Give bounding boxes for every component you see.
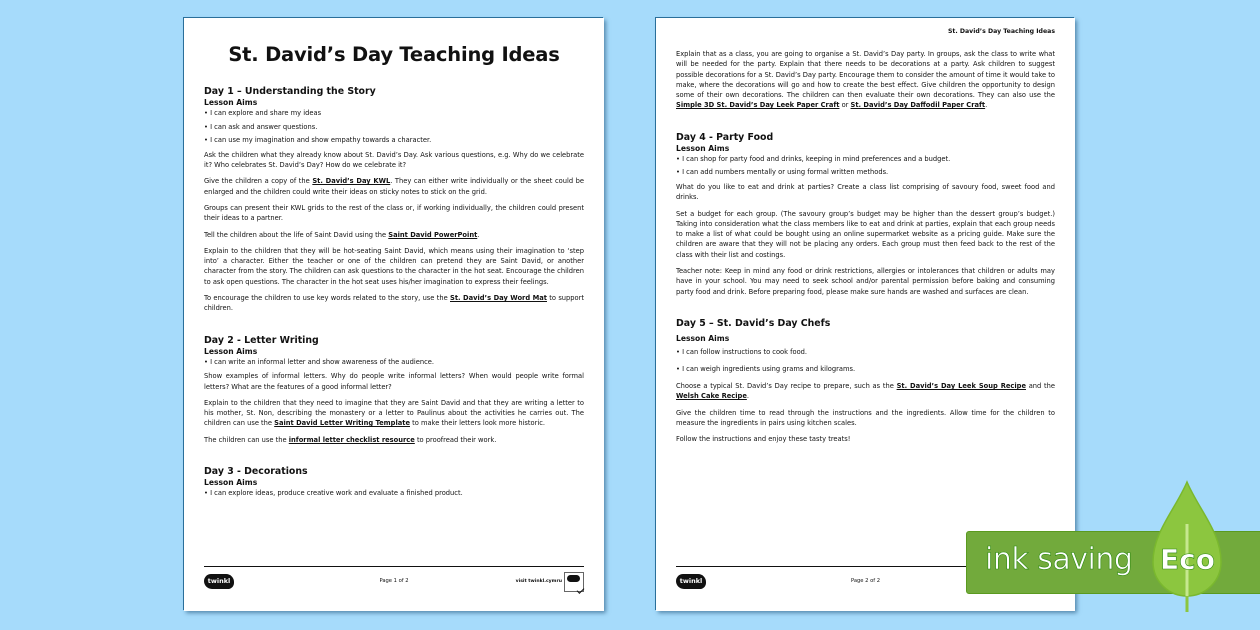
letter-template-link[interactable]: Saint David Letter Writing Template [274,419,410,428]
kwl-link[interactable]: St. David’s Day KWL [312,177,391,186]
day4-aim: • I can shop for party food and drinks, keeping in mind preferences and a budget. [676,154,951,163]
text: to make their letters look more historic. [409,419,546,428]
day5-heading: Day 5 – St. David’s Day Chefs [676,317,831,329]
day5-paragraph: Follow the instructions and enjoy these tasty treats! [676,435,851,444]
text: To encourage the children to use key words related to the story, use the [204,294,450,303]
twinkl-logo: twinkl [676,574,706,589]
day1-aim: • I can explore and share my ideas [204,109,322,117]
day4-aim: • I can add numbers mentally or using formal written methods. [676,168,889,177]
daffodil-craft-link[interactable]: St. David’s Day Daffodil Paper Craft [850,101,986,110]
checklist-link[interactable]: informal letter checklist resource [288,435,415,444]
text: to support children. [204,294,584,313]
text: Explain that as a class, you are going to organise a St. David’s Day party. In groups, ask the class to write what will be needed for the party. Explain that there needs to be decorations at a party. Ask children to suggest possible decorations for a St. David’s Day party. Encourage them to consider the amount of time it would take to make, where the decorations will go and how to create the best effect. Give children the opportunity to design some of their own decorations. The children can then evaluate their own decorations. They can also use the [676,50,1055,100]
day5-aim: • I can weigh ingredients using grams and kilograms. [676,364,856,373]
day2-lesson-aims-label: Lesson Aims [204,346,258,356]
day2-paragraph [204,435,584,445]
day2-paragraph: Show examples of informal letters. Why do people write informal letters? When would people write formal letters? What are the features of a good informal letter? [204,372,584,391]
day1-heading: Day 1 – Understanding the Story [204,86,376,97]
word-mat-link[interactable]: St. David’s Day Word Mat [450,294,547,303]
day1-paragraph: Ask the children what they already know about St. David’s Day. Ask various questions, e.g. Why do we celebrate it? Who celebrates St. David’s Day? How do we celebrate it? [204,150,584,170]
day1-aim: • I can ask and answer questions. [204,122,318,131]
text: Give the children a copy of the [204,177,313,186]
day3-paragraph [676,49,1055,111]
page-number: Page 1 of 2 [379,578,409,584]
text: The children can use the [204,435,289,444]
text: . [985,101,988,110]
day5-lesson-aims-label: Lesson Aims [676,333,730,343]
day3-aim: • I can explore ideas, produce creative work and evaluate a finished product. [204,489,463,498]
text: Choose a typical St. David’s Day recipe to prepare, such as the [676,382,897,391]
text: or [839,101,851,110]
text: Explain to the children that they need to imagine that they are Saint David and that they are writing a letter to his mother, St. Non, describing the monastery or a letter to Paulinus about the activities he carries out. The children can use the [204,398,584,428]
text: . [746,392,749,401]
document-page-1 [184,18,604,611]
day4-paragraph: Set a budget for each group. (The savoury group’s budget may be higher than the dessert group’s budget.) Taking into consideration what the class members like to eat and drink at parties, explain that each group needs to make a list of what could be bought using an online supermarket website as a pricing guide. Make sure the children are aware that they will not be placing any orders. Each group must then feed back to the rest of the class with their list and costings. [676,209,1055,259]
day4-teacher-note: Teacher note: Keep in mind any food or drink restrictions, allergies or intolerances that children or adults may have in your school. You may need to seek school and/or parental permission before baking and consuming party food and drink. Before preparing food, please make sure hands are washed and surfaces are clean. [676,267,1055,296]
day4-lesson-aims-label: Lesson Aims [676,143,730,153]
leek-soup-link[interactable]: St. David’s Day Leek Soup Recipe [896,382,1026,391]
document-page-2 [656,18,1075,611]
twinkl-logo: twinkl [204,574,234,589]
running-header: St. David’s Day Teaching Ideas [947,28,1055,35]
day1-paragraph [204,293,584,314]
leek-craft-link[interactable]: Simple 3D St. David’s Day Leek Paper Craft [676,101,840,110]
document-title: St. David’s Day Teaching Ideas [228,43,560,66]
day1-paragraph [204,230,584,240]
day2-heading: Day 2 - Letter Writing [204,334,319,346]
text: and the [1025,382,1055,391]
page-number: Page 2 of 2 [850,578,881,584]
day1-paragraph: Groups can present their KWL grids to the rest of the class or, if working individually, the children could present their ideas to a partner. [204,203,584,223]
day2-paragraph [204,398,584,429]
quality-badge-icon [564,572,584,592]
text: to proofread their work. [414,435,497,444]
day3-lesson-aims-label: Lesson Aims [204,478,258,488]
ink-saving-text: ink saving [985,542,1133,577]
day1-paragraph: Explain to the children that they will be hot-seating Saint David, which means using their imagination to ‘step into’ a character. Either the teacher or one of the children can pretend they are Saint David, or another character from the story. The children can ask questions to the character in the hot seat. Encourage the children to ask open questions. The character in the hot seat uses his/her imagination to express their feelings. [204,246,584,286]
day4-heading: Day 4 - Party Food [676,131,774,143]
day1-paragraph [204,176,584,197]
text: . They can either write individually or the sheet could be enlarged and the children could write their ideas on sticky notes to stick on the grid. [204,177,584,196]
eco-label: Eco [1160,543,1215,576]
day5-paragraph: Give the children time to read through the instructions and the ingredients. Allow time for the children to measure the ingredients in pairs using kitchen scales. [676,408,1055,428]
day3-heading: Day 3 - Decorations [204,466,308,478]
day1-aim: • I can use my imagination and show empathy towards a character. [204,136,432,145]
day2-aim: • I can write an informal letter and show awareness of the audience. [204,357,435,366]
powerpoint-link[interactable]: Saint David PowerPoint [388,230,478,239]
page-footer [204,566,584,593]
welsh-cake-link[interactable]: Welsh Cake Recipe [676,392,747,401]
text: Tell the children about the life of Saint David using the [204,230,389,239]
day5-paragraph [676,381,1055,402]
day1-lesson-aims-label: Lesson Aims [204,98,258,107]
visit-website-text: visit twinkl.cymru [515,579,562,584]
text: . [477,230,480,239]
day4-paragraph: What do you like to eat and drink at parties? Create a class list comprising of savoury food, sweet food and drinks. [676,182,1055,202]
day5-aim: • I can follow instructions to cook food. [676,347,808,356]
